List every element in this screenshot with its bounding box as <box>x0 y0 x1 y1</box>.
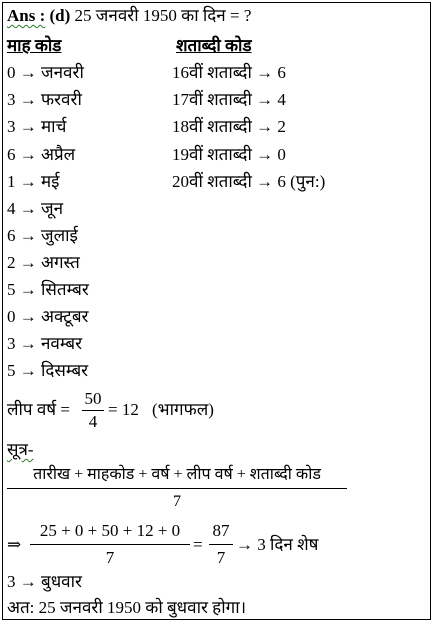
century-code-item: 16वीं शताब्दी → 6 <box>172 63 286 82</box>
answer-header <box>7 6 251 26</box>
fraction-bar <box>30 544 190 545</box>
century-code-item: 19वीं शताब्दी → 0 <box>172 145 286 164</box>
remainder-text: → 3 दिन शेष <box>236 535 319 554</box>
month-code-item: 3 → नवम्बर <box>7 334 83 353</box>
conclusion-line: अत: 25 जनवरी 1950 को बुधवार होगा। <box>7 598 247 617</box>
month-code-item: 0 → जनवरी <box>7 63 84 82</box>
result-denominator: 7 <box>216 548 226 567</box>
century-code-item: 17वीं शताब्दी → 4 <box>172 90 286 109</box>
formula-label: सूत्र- <box>7 440 34 459</box>
leap-year-result: = 12 <box>108 400 139 419</box>
leap-year-fraction <box>82 390 104 431</box>
leap-year-note: (भागफल) <box>152 400 214 419</box>
leap-year-label: लीप वर्ष = <box>7 400 70 419</box>
month-code-heading: माह कोड <box>7 36 62 55</box>
century-code-heading: शताब्दी कोड <box>176 36 252 55</box>
question-text: 25 जनवरी 1950 का दिन = ? <box>74 6 252 25</box>
century-code-item: 20वीं शताब्दी → 6 (पुन:) <box>172 172 326 191</box>
month-code-item: 3 → फरवरी <box>7 90 82 109</box>
calculation-numerator: 25 + 0 + 50 + 12 + 0 <box>39 521 181 540</box>
answer-option: (d) <box>49 6 71 25</box>
result-fraction <box>209 522 233 567</box>
result-numerator: 87 <box>212 521 230 540</box>
implies-arrow: ⇒ <box>7 535 22 554</box>
formula-denominator: 7 <box>173 493 181 510</box>
leap-year-numerator: 50 <box>84 389 102 408</box>
month-code-item: 3 → मार्च <box>7 117 67 136</box>
month-code-item: 1 → मई <box>7 172 60 191</box>
leap-year-denominator: 4 <box>88 412 98 431</box>
ans-label: Ans : <box>7 6 46 25</box>
month-code-item: 4 → जून <box>7 199 64 218</box>
month-code-item: 5 → सितम्बर <box>7 280 89 299</box>
calculation-equals: = <box>193 535 203 554</box>
month-code-item: 2 → अगस्त <box>7 253 80 272</box>
weekday-line: 3 → बुधवार <box>7 572 82 591</box>
month-code-item: 6 → अप्रैल <box>7 145 76 164</box>
century-code-item: 18वीं शताब्दी → 2 <box>172 117 286 136</box>
month-code-item: 0 → अक्टूबर <box>7 307 89 326</box>
fraction-bar <box>7 488 347 489</box>
formula-fraction <box>7 466 347 511</box>
fraction-bar <box>82 410 104 411</box>
month-code-item: 5 → दिसम्बर <box>7 361 89 380</box>
fraction-bar <box>209 544 233 545</box>
month-code-item: 6 → जुलाई <box>7 226 78 245</box>
formula-numerator: तारीख + माहकोड + वर्ष + लीप वर्ष + शताब्दी कोड <box>33 466 321 483</box>
calculation-fraction <box>30 522 190 567</box>
calculation-denominator: 7 <box>105 548 115 567</box>
